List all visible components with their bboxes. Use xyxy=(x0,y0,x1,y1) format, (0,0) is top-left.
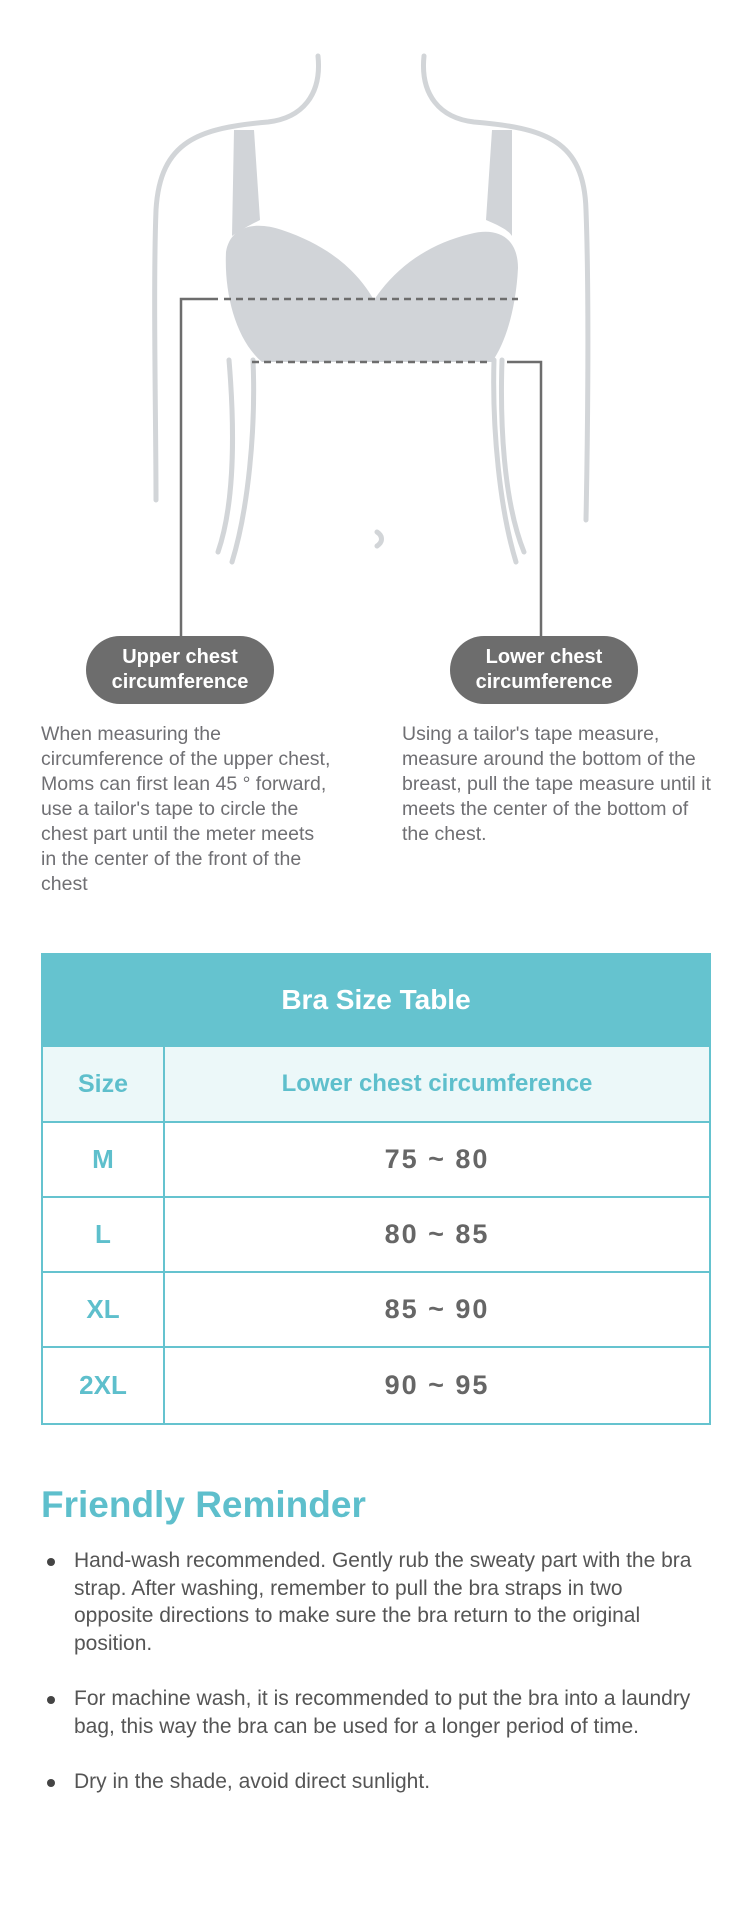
reminder-list xyxy=(41,1547,701,1824)
bullet-icon xyxy=(47,1696,55,1704)
reminder-text: Hand-wash recommended. Gently rub the sweaty part with the bra strap. After washing, remember to pull the bra straps in two opposite directions to make sure the bra return to the original position. xyxy=(74,1549,692,1655)
value-column-header: Lower chest circumference xyxy=(281,1070,593,1097)
lower-chest-description: Using a tailor's tape measure, measure around the bottom of the breast, pull the tape measure until it meets the center of the bottom of the chest. xyxy=(402,723,711,845)
size-cell: M xyxy=(43,1123,165,1196)
value-cell: 90 ~ 95 xyxy=(384,1370,490,1400)
bullet-icon xyxy=(47,1779,55,1787)
bullet-icon xyxy=(47,1558,55,1566)
table-title: Bra Size Table xyxy=(43,953,709,1047)
size-cell: L xyxy=(43,1198,165,1271)
upper-chest-description: When measuring the circumference of the upper chest, Moms can first lean 45 ° forward, use a tailor's tape to circle the chest part until the meter meets in the center of the front of the chest xyxy=(41,723,331,895)
bra-size-table xyxy=(41,953,711,1425)
reminder-text: For machine wash, it is recommended to put the bra into a laundry bag, this way the bra can be used for a longer period of time. xyxy=(74,1687,691,1738)
table-row xyxy=(43,1348,709,1423)
table-header-row xyxy=(43,1047,709,1123)
list-item xyxy=(41,1547,701,1657)
value-cell: 85 ~ 90 xyxy=(384,1294,490,1324)
size-column-header: Size xyxy=(43,1047,165,1121)
table-row xyxy=(43,1273,709,1348)
value-cell: 75 ~ 80 xyxy=(384,1144,490,1174)
table-row xyxy=(43,1123,709,1198)
reminder-text: Dry in the shade, avoid direct sunlight. xyxy=(74,1770,431,1793)
upper-chest-label xyxy=(86,636,274,704)
upper-chest-label-text: Upper chest circumference xyxy=(111,646,249,693)
lower-chest-label xyxy=(450,636,638,704)
lower-chest-label-text: Lower chest circumference xyxy=(475,646,613,693)
value-cell: 80 ~ 85 xyxy=(384,1219,490,1249)
list-item xyxy=(41,1685,701,1740)
table-row xyxy=(43,1198,709,1273)
reminder-title: Friendly Reminder xyxy=(41,1484,366,1525)
size-cell: XL xyxy=(43,1273,165,1346)
size-cell: 2XL xyxy=(43,1348,165,1423)
bra-shape xyxy=(226,130,518,362)
list-item xyxy=(41,1768,701,1796)
bra-measurement-illustration xyxy=(0,0,750,720)
